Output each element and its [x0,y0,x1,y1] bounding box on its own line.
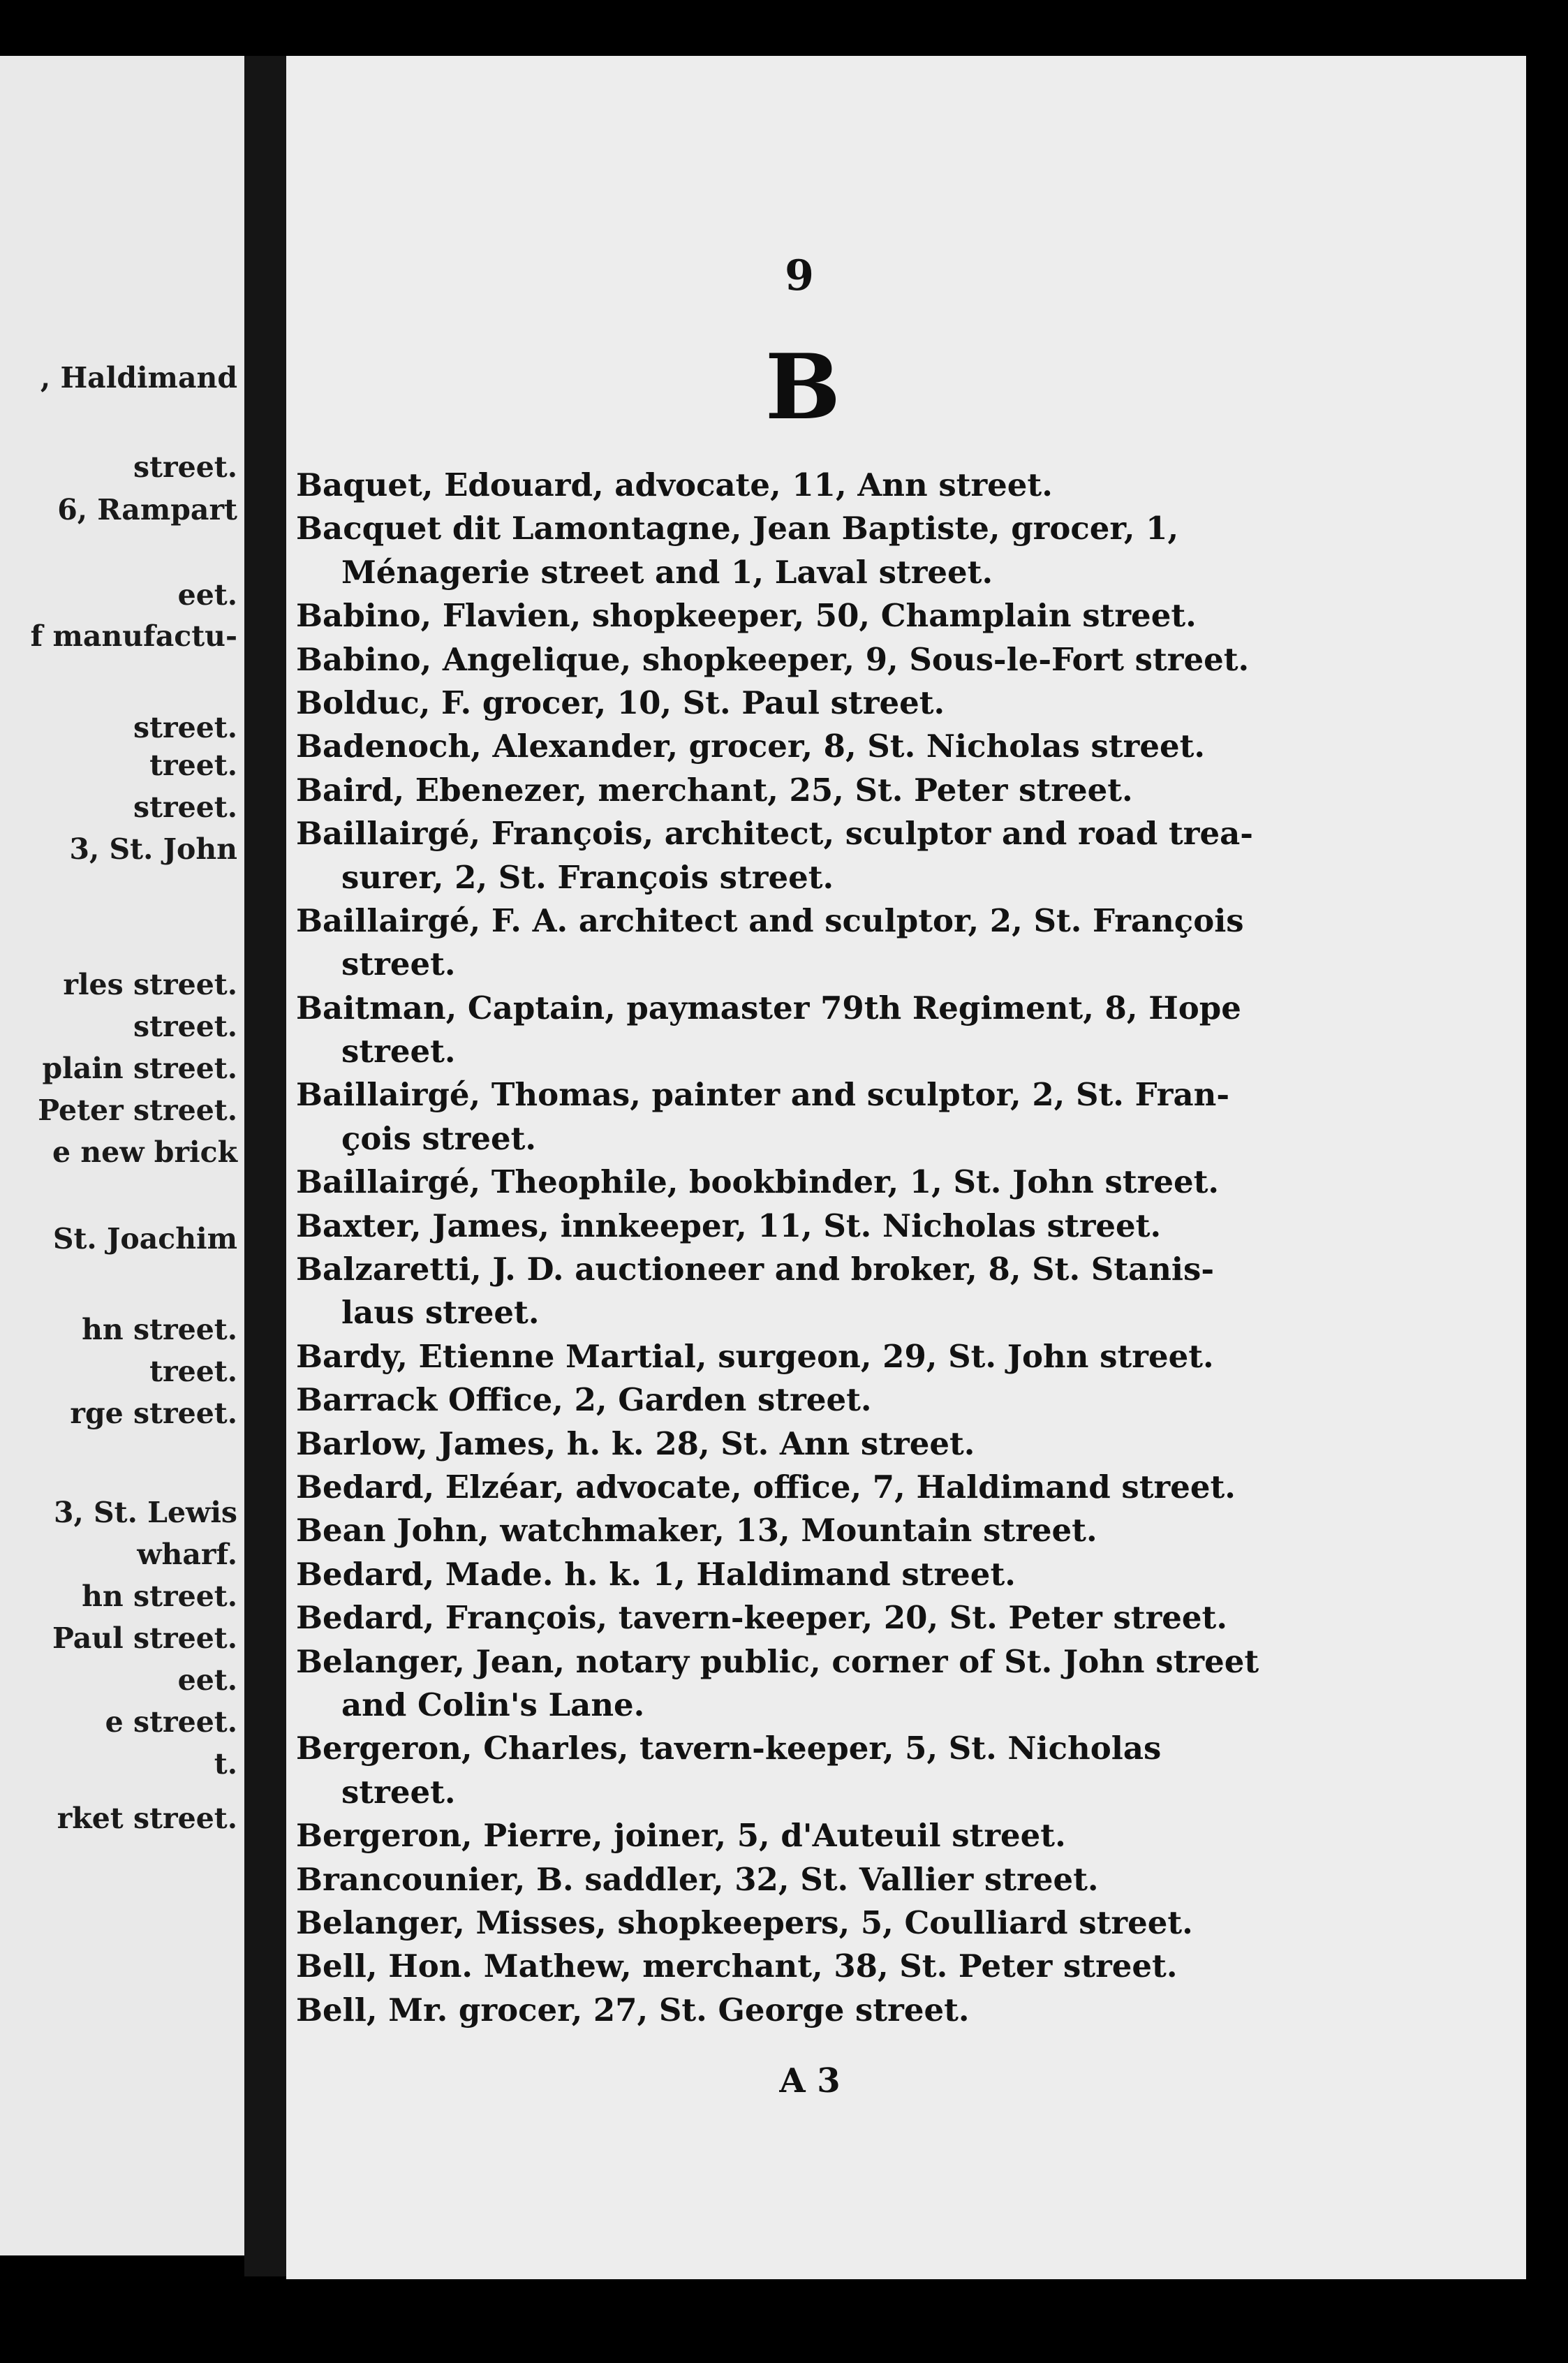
left-line: 3, St. John [69,832,237,866]
directory-entry-continuation: street. [341,1773,456,1811]
directory-entry: Bardy, Etienne Martial, surgeon, 29, St. John street. [296,1337,1214,1375]
directory-entry: Bean John, watchmaker, 13, Mountain street. [296,1512,1097,1549]
left-line: rket street. [57,1802,237,1835]
directory-entry: Baxter, James, innkeeper, 11, St. Nicholas street. [296,1207,1162,1244]
left-line: street. [133,790,237,824]
directory-entry: Baillairgé, F. A. architect and sculptor, 2, St. François [296,901,1244,939]
directory-entry: Baillairgé, Thomas, painter and sculptor, 2, St. Fran- [296,1076,1230,1114]
directory-entries [296,464,1287,2032]
left-line: Paul street. [52,1621,237,1655]
directory-entry-continuation: Ménagerie street and 1, Laval street. [341,553,993,591]
left-line: eet. [177,1663,237,1697]
directory-entry: Barrack Office, 2, Garden street. [296,1381,872,1419]
left-line: e new brick [52,1135,237,1169]
left-line: , Haldimand [40,361,237,395]
directory-entry: Balzaretti, J. D. auctioneer and broker, 8, St. Stanis- [296,1251,1215,1288]
signature-mark: A 3 [779,2061,841,2100]
directory-entry: Belanger, Misses, shopkeepers, 5, Coulliard street. [296,1904,1193,1941]
left-line: Peter street. [38,1094,237,1127]
left-line: treet. [149,749,237,782]
directory-entry: Barlow, James, h. k. 28, St. Ann street. [296,1425,975,1462]
directory-entry-continuation: çois street. [341,1119,537,1157]
directory-entry: Baitman, Captain, paymaster 79th Regiment, 8, Hope [296,989,1241,1026]
directory-entry-continuation: surer, 2, St. François street. [341,858,834,896]
directory-entry-continuation: and Colin's Lane. [341,1686,645,1723]
directory-entry: Bell, Hon. Mathew, merchant, 38, St. Peter street. [296,1948,1178,1985]
directory-entry: Bedard, Made. h. k. 1, Haldimand street. [296,1555,1016,1593]
directory-entry: Baquet, Edouard, advocate, 11, Ann street. [296,466,1053,503]
directory-entry: Bedard, Elzéar, advocate, office, 7, Haldimand street. [296,1468,1236,1506]
directory-entry: Brancounier, B. saddler, 32, St. Vallier street. [296,1860,1099,1898]
directory-entry: Belanger, Jean, notary public, corner of St. John street [296,1642,1259,1680]
left-line: 6, Rampart [57,493,237,527]
left-line: plain street. [42,1052,237,1085]
directory-entry: Baillairgé, François, architect, sculptor and road trea- [296,815,1253,853]
directory-entry: Bedard, François, tavern-keeper, 20, St. Peter street. [296,1599,1228,1637]
left-line: hn street. [82,1580,237,1613]
left-page-fragment [0,56,244,2255]
left-line: e street. [105,1705,237,1739]
left-line: 3, St. Lewis [53,1496,237,1529]
directory-entry: Baird, Ebenezer, merchant, 25, St. Peter street. [296,771,1133,809]
directory-entry: Bell, Mr. grocer, 27, St. George street. [296,1991,970,2029]
left-line: eet. [177,578,237,612]
directory-entry: Babino, Angelique, shopkeeper, 9, Sous-le-Fort street. [296,640,1250,678]
left-line: street. [133,450,237,484]
left-line: f manufactu- [30,619,237,653]
left-line: street. [133,711,237,744]
book-gutter [244,56,286,2276]
directory-entry: Badenoch, Alexander, grocer, 8, St. Nicholas street. [296,728,1206,765]
left-line: wharf. [137,1538,237,1571]
directory-entry: Bacquet dit Lamontagne, Jean Baptiste, grocer, 1, [296,510,1179,547]
left-line: rles street. [63,968,237,1001]
left-line: hn street. [82,1313,237,1346]
directory-entry: Bolduc, F. grocer, 10, St. Paul street. [296,684,945,721]
directory-entry: Bergeron, Pierre, joiner, 5, d'Auteuil street. [296,1817,1066,1855]
section-letter: B [764,335,841,440]
directory-entry-continuation: street. [341,945,456,983]
left-line: treet. [149,1355,237,1388]
page-number: 9 [785,251,814,300]
left-line: rge street. [70,1397,237,1430]
left-line: St. Joachim [52,1222,237,1256]
directory-entry-continuation: laus street. [341,1294,540,1332]
directory-entry: Babino, Flavien, shopkeeper, 50, Champlain street. [296,597,1197,635]
directory-entry-continuation: street. [341,1033,456,1070]
left-line: street. [133,1010,237,1043]
directory-entry: Bergeron, Charles, tavern-keeper, 5, St. Nicholas [296,1730,1162,1767]
directory-entry: Baillairgé, Theophile, bookbinder, 1, St. John street. [296,1163,1220,1201]
left-line: t. [214,1747,237,1781]
